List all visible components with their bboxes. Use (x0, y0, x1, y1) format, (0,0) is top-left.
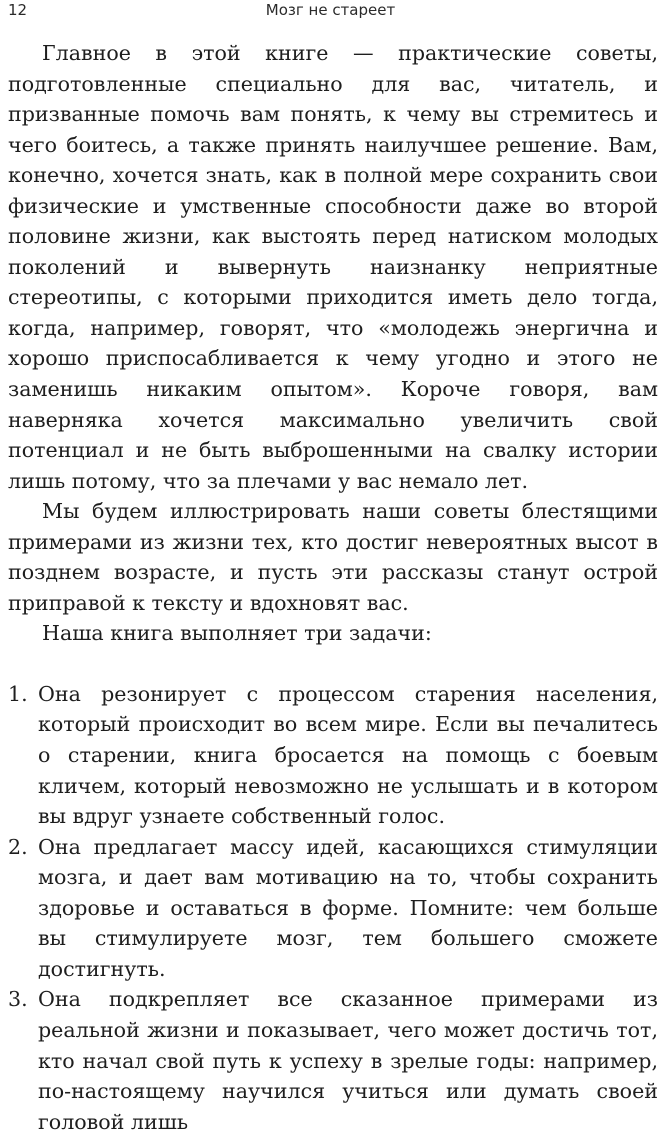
paragraph-tasks-intro: Наша книга выполняет три задачи: (42, 621, 432, 646)
body-text (8, 38, 658, 1137)
page-number: 12 (8, 1, 28, 19)
list-item (8, 984, 658, 1137)
list-item-text: Она предлагает массу идей, касающихся стимуляции мозга, и дает вам мотивацию на то, чтобы сохранить здоровье и оставаться в форме. Помните: чем больше вы стимулируете мозг, тем большего сможете достигнуть. (38, 834, 658, 981)
paragraph-examples: Мы будем иллюстрировать наши советы блестящими примерами из жизни тех, кто достиг невероятных высот в позднем возрасте, и пусть эти рассказы станут острой приправой к тексту и вдохновят вас. (8, 499, 658, 615)
list-item-text: Она подкрепляет все сказанное примерами из реальной жизни и показывает, чего может достичь тот, кто начал свой путь к успеху в зрелые годы: например, по-настоящему научился учиться или думать своей головой лишь (38, 987, 658, 1134)
list-item-number: 3. (8, 987, 28, 1012)
running-title: Мозг не стареет (265, 1, 396, 19)
running-head (0, 0, 661, 22)
list-item-number: 2. (8, 834, 28, 859)
list-item-text: Она резонирует с процессом старения населения, который происходит во всем мире. Если вы печалитесь о старении, книга бросается на помощь с боевым кличем, который невозможно не услышать и в котором вы вдруг узнаете собственный голос. (38, 681, 658, 829)
paragraph-main-idea: Главное в этой книге — практические советы, подготовленные специально для вас, читатель, и призванные помочь вам понять, к чему вы стремитесь и чего боитесь, а также принять наилучшее решение. Вам, конечно, хочется знать, как в полной мере сохранить свои физические и умственные способности даже во второй половине жизни, как выстоять перед натиском молодых поколений и вывернуть наизнанку неприятные стереотипы, с которыми приходится иметь дело тогда, когда, например, говорят, что «молодежь энергична и хорошо приспосабливается к чему угодно и этого не заменишь никаким опытом». Короче говоря, вам наверняка хочется максимально увеличить свой потенциал и не быть выброшенными на свалку истории лишь потому, что за плечами у вас немало лет. (8, 41, 658, 493)
list-item (8, 679, 658, 832)
list-item (8, 832, 658, 985)
tasks-list (8, 679, 658, 1137)
list-item-number: 1. (8, 681, 28, 706)
spacer (8, 649, 658, 679)
